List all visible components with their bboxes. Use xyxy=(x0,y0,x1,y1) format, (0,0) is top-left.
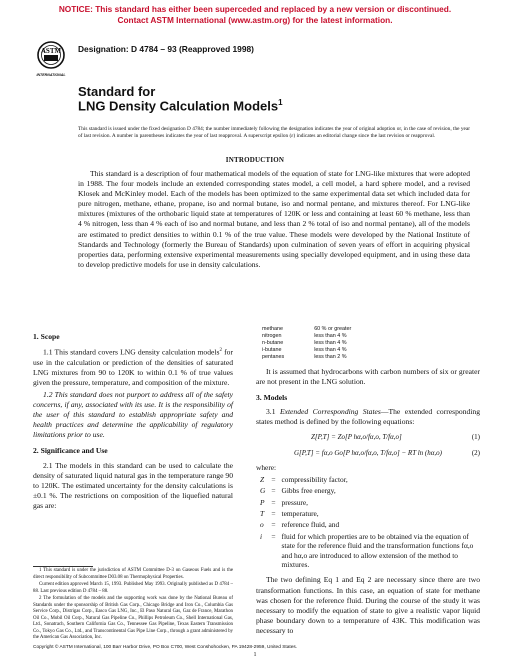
component-limit: less than 4 % xyxy=(314,333,347,339)
footnote-1: 1 This standard is under the jurisdiction of ASTM Committee D-3 on Gaseous Fuels and is the direct responsibility of Subcommittee D03.08 on Thermophysical Properties. xyxy=(33,568,233,580)
svg-text:ASTM: ASTM xyxy=(40,47,62,55)
component-name: i-butane xyxy=(262,347,282,353)
introduction-text: This standard is a description of four mathematical models of the equation of state for LNG-like mixtures that were adopted in 1988. The four models include an extended corresponding states model, a cell model, a hard sphere model, and a revised Klosek and McKinley model. Each of the models has been optimized to the same experimental data set which included data for pure nitrogen, methane, ethane, propane, iso and normal butane, iso and normal pentane, and mixtures thereof. For LNG-like mixtures (mixtures of the orthobaric liquid state at temperatures of 120K or less and containing at least 60 % methane, less than 4 % nitrogen, less than 4 % each of iso and normal butane, and less than 2 % total of iso and normal pentane), all of the models are estimated to predict densities to within 0.1 % of the true value. These models were developed by the National Institute of Standards and Technology (formerly the Bureau of Standards) upon culmination of seven years of effort in acquiring physical properties data, performing extensive experimental measurements using specially developed equipment, and in using these data to develop predictive models for use in density calculations. xyxy=(78,169,470,269)
component-name: methane xyxy=(262,326,283,332)
composition-row xyxy=(262,340,381,347)
notice-banner xyxy=(0,4,510,26)
final-paragraph: The two defining Eq 1 and Eq 2 are necessary since there are two transformation functions. In this case, an equation of state for methane was chosen for the reference fluid. During the course of the study it was necessary to modify the equation of state to give a realistic vapor liquid phase boundary down to a temperature of 43K. This modification was necessary to xyxy=(256,575,480,635)
composition-row xyxy=(262,333,381,340)
equals-sign: = xyxy=(271,497,276,507)
p3-1-text: —The extended corresponding states method is defined by the following equations: xyxy=(256,407,480,427)
definition: temperature, xyxy=(281,508,319,518)
title-line-2 xyxy=(78,98,283,113)
symbol: Z xyxy=(260,474,265,484)
notice-line-1: NOTICE: This standard has either been superceded and replaced by a new version or discontinued. xyxy=(58,4,452,14)
equals-sign: = xyxy=(271,474,276,484)
symbol: T xyxy=(260,508,265,518)
where-item xyxy=(258,475,478,484)
definition: pressure, xyxy=(281,497,308,507)
where-label: where: xyxy=(256,462,277,472)
definition: Gibbs free energy, xyxy=(281,486,336,496)
page-number: 1 xyxy=(253,652,257,658)
equals-sign: = xyxy=(271,486,276,496)
equation-1-number: (1) xyxy=(471,433,480,442)
assumption-paragraph: It is assumed that hydrocarbons with carbon numbers of six or greater are not present in the LNG solution. xyxy=(256,367,480,387)
composition-row xyxy=(262,347,381,354)
paragraph-2-1: 2.1 The models in this standard can be used to calculate the density of saturated liquid natural gas in the temperature range 90 to 120K. The estimated uncertainty for the density calculations is ±0.1 %. The restrictions on composition of the liquefied natural gas are: xyxy=(33,460,233,510)
symbol: G xyxy=(260,486,266,496)
equals-sign: = xyxy=(271,531,276,541)
right-column xyxy=(256,326,480,638)
equation-1-text: Z[P,T] = Zo[P hα,o/fα,o, T/fα,o] xyxy=(311,433,402,442)
significance-heading: 2. Significance and Use xyxy=(33,446,108,456)
paragraph-1-1 xyxy=(33,346,233,388)
models-heading: 3. Models xyxy=(256,393,288,403)
p1-1-footnote-ref: 2 xyxy=(219,348,222,354)
equals-sign: = xyxy=(271,508,276,518)
definition: fluid for which properties are to be obtained via the equation of state for the reference fluid and the transformation functions fα,o and hα,o are introduced to allow extension of the method to mixtures. xyxy=(281,531,474,569)
scope-heading: 1. Scope xyxy=(33,332,60,341)
symbol: o xyxy=(260,520,264,530)
footnote-2: 2 The formulation of the models and the supporting work was done by the National Bureau of Standards under the sponsorship of British Gas Corp., Chicago Bridge and Iron Co., Columbia Gas Service Corp., Distrigas Corp., Easco Gas LNG, Inc., El Paso Natural Gas, Gaz de France, Marathon Oil Co., Mobil Oil Corp., Natural Gas Pipeline Co., Phillips Petroleum Co., Shell International Gas, Ltd., Sonatrach, Southern California Gas Co., Tennessee Gas Pipeline, Texas Eastern Transmission Co., Tokyo Gas Co., Ltd., and Transcontinental Gas Pipe Line Corp., through a grant administered by the American Gas Association, Inc. xyxy=(33,596,233,640)
equation-2-text: G[P,T] = fα,o Go[P hα,o/fα,o, T/fα,o] − RT ln (hα,o) xyxy=(294,448,443,457)
where-item xyxy=(258,520,478,529)
issued-note: This standard is issued under the fixed designation D 4784; the number immediately following the designation indicates the year of original adoption or, in the case of revision, the year of last revision. A number in parentheses indicates the year of last reapproval. A superscript epsilon (ε) indicates an editorial change since the last revision or reapproval. xyxy=(78,126,470,139)
paragraph-3-1 xyxy=(256,407,480,427)
left-column xyxy=(33,326,233,513)
title-text: LNG Density Calculation Models xyxy=(78,98,279,114)
footnotes xyxy=(33,568,233,643)
component-name: pentanes xyxy=(262,354,285,360)
paragraph-1-2: 1.2 This standard does not purport to address all of the safety concerns, if any, associated with its use. It is the responsibility of the user of this standard to establish appropriate safety and health practices and determine the applicability of regulatory limitations prior to use. xyxy=(33,390,233,440)
introduction-heading: INTRODUCTION xyxy=(225,156,285,164)
component-limit: less than 4 % xyxy=(314,340,347,346)
equation-2 xyxy=(256,448,480,458)
title-footnote-ref: 1 xyxy=(278,98,283,107)
footnote-divider xyxy=(33,566,93,567)
symbol: i xyxy=(260,531,263,541)
astm-logo xyxy=(33,40,69,80)
definition: reference fluid, and xyxy=(281,520,340,530)
composition-table xyxy=(262,326,480,361)
component-name: nitrogen xyxy=(262,333,282,339)
title-line-1: Standard for xyxy=(78,84,156,99)
component-name: n-butane xyxy=(262,340,284,346)
where-item xyxy=(258,498,478,507)
logo-text: INTERNATIONAL xyxy=(36,73,66,77)
copyright: Copyright © ASTM International, 100 Barr Harbor Drive, PO Box C700, West Conshohocken, PA 19428-2959, United States. xyxy=(33,645,298,650)
equals-sign: = xyxy=(271,520,276,530)
p1-1-text: 1.1 This standard covers LNG density calculation models xyxy=(43,347,220,357)
equation-1 xyxy=(256,432,480,442)
component-limit: less than 2 % xyxy=(314,354,347,360)
p3-1-emphasis: Extended Corresponding States xyxy=(279,407,381,417)
designation: Designation: D 4784 – 93 (Reapproved 1998) xyxy=(78,44,254,54)
composition-row xyxy=(262,326,381,333)
notice-line-2: Contact ASTM International (www.astm.org) for the latest information. xyxy=(117,15,393,25)
symbol: P xyxy=(260,497,265,507)
equation-2-number: (2) xyxy=(471,448,480,457)
component-limit: less than 4 % xyxy=(314,347,347,353)
p1-1-text-b: for use in the calculation or prediction of the densities of saturated LNG mixtures from 90 to 120K to within 0.1 % of true values given the pressure, temperature, and composition of the mixture. xyxy=(33,347,233,387)
where-item xyxy=(258,509,478,518)
definition: compressibility factor, xyxy=(281,474,348,484)
where-list xyxy=(256,473,480,572)
p3-1-label: 3.1 xyxy=(266,407,276,417)
composition-row xyxy=(262,354,381,361)
component-limit: 60 % or greater xyxy=(314,326,352,332)
footnote-1b: Current edition approved March 15, 1993. Published May 1993. Originally published as D 4784 – 88. Last previous edition D 4784 – 88. xyxy=(33,582,233,594)
where-item xyxy=(258,532,478,570)
where-item xyxy=(258,486,478,495)
